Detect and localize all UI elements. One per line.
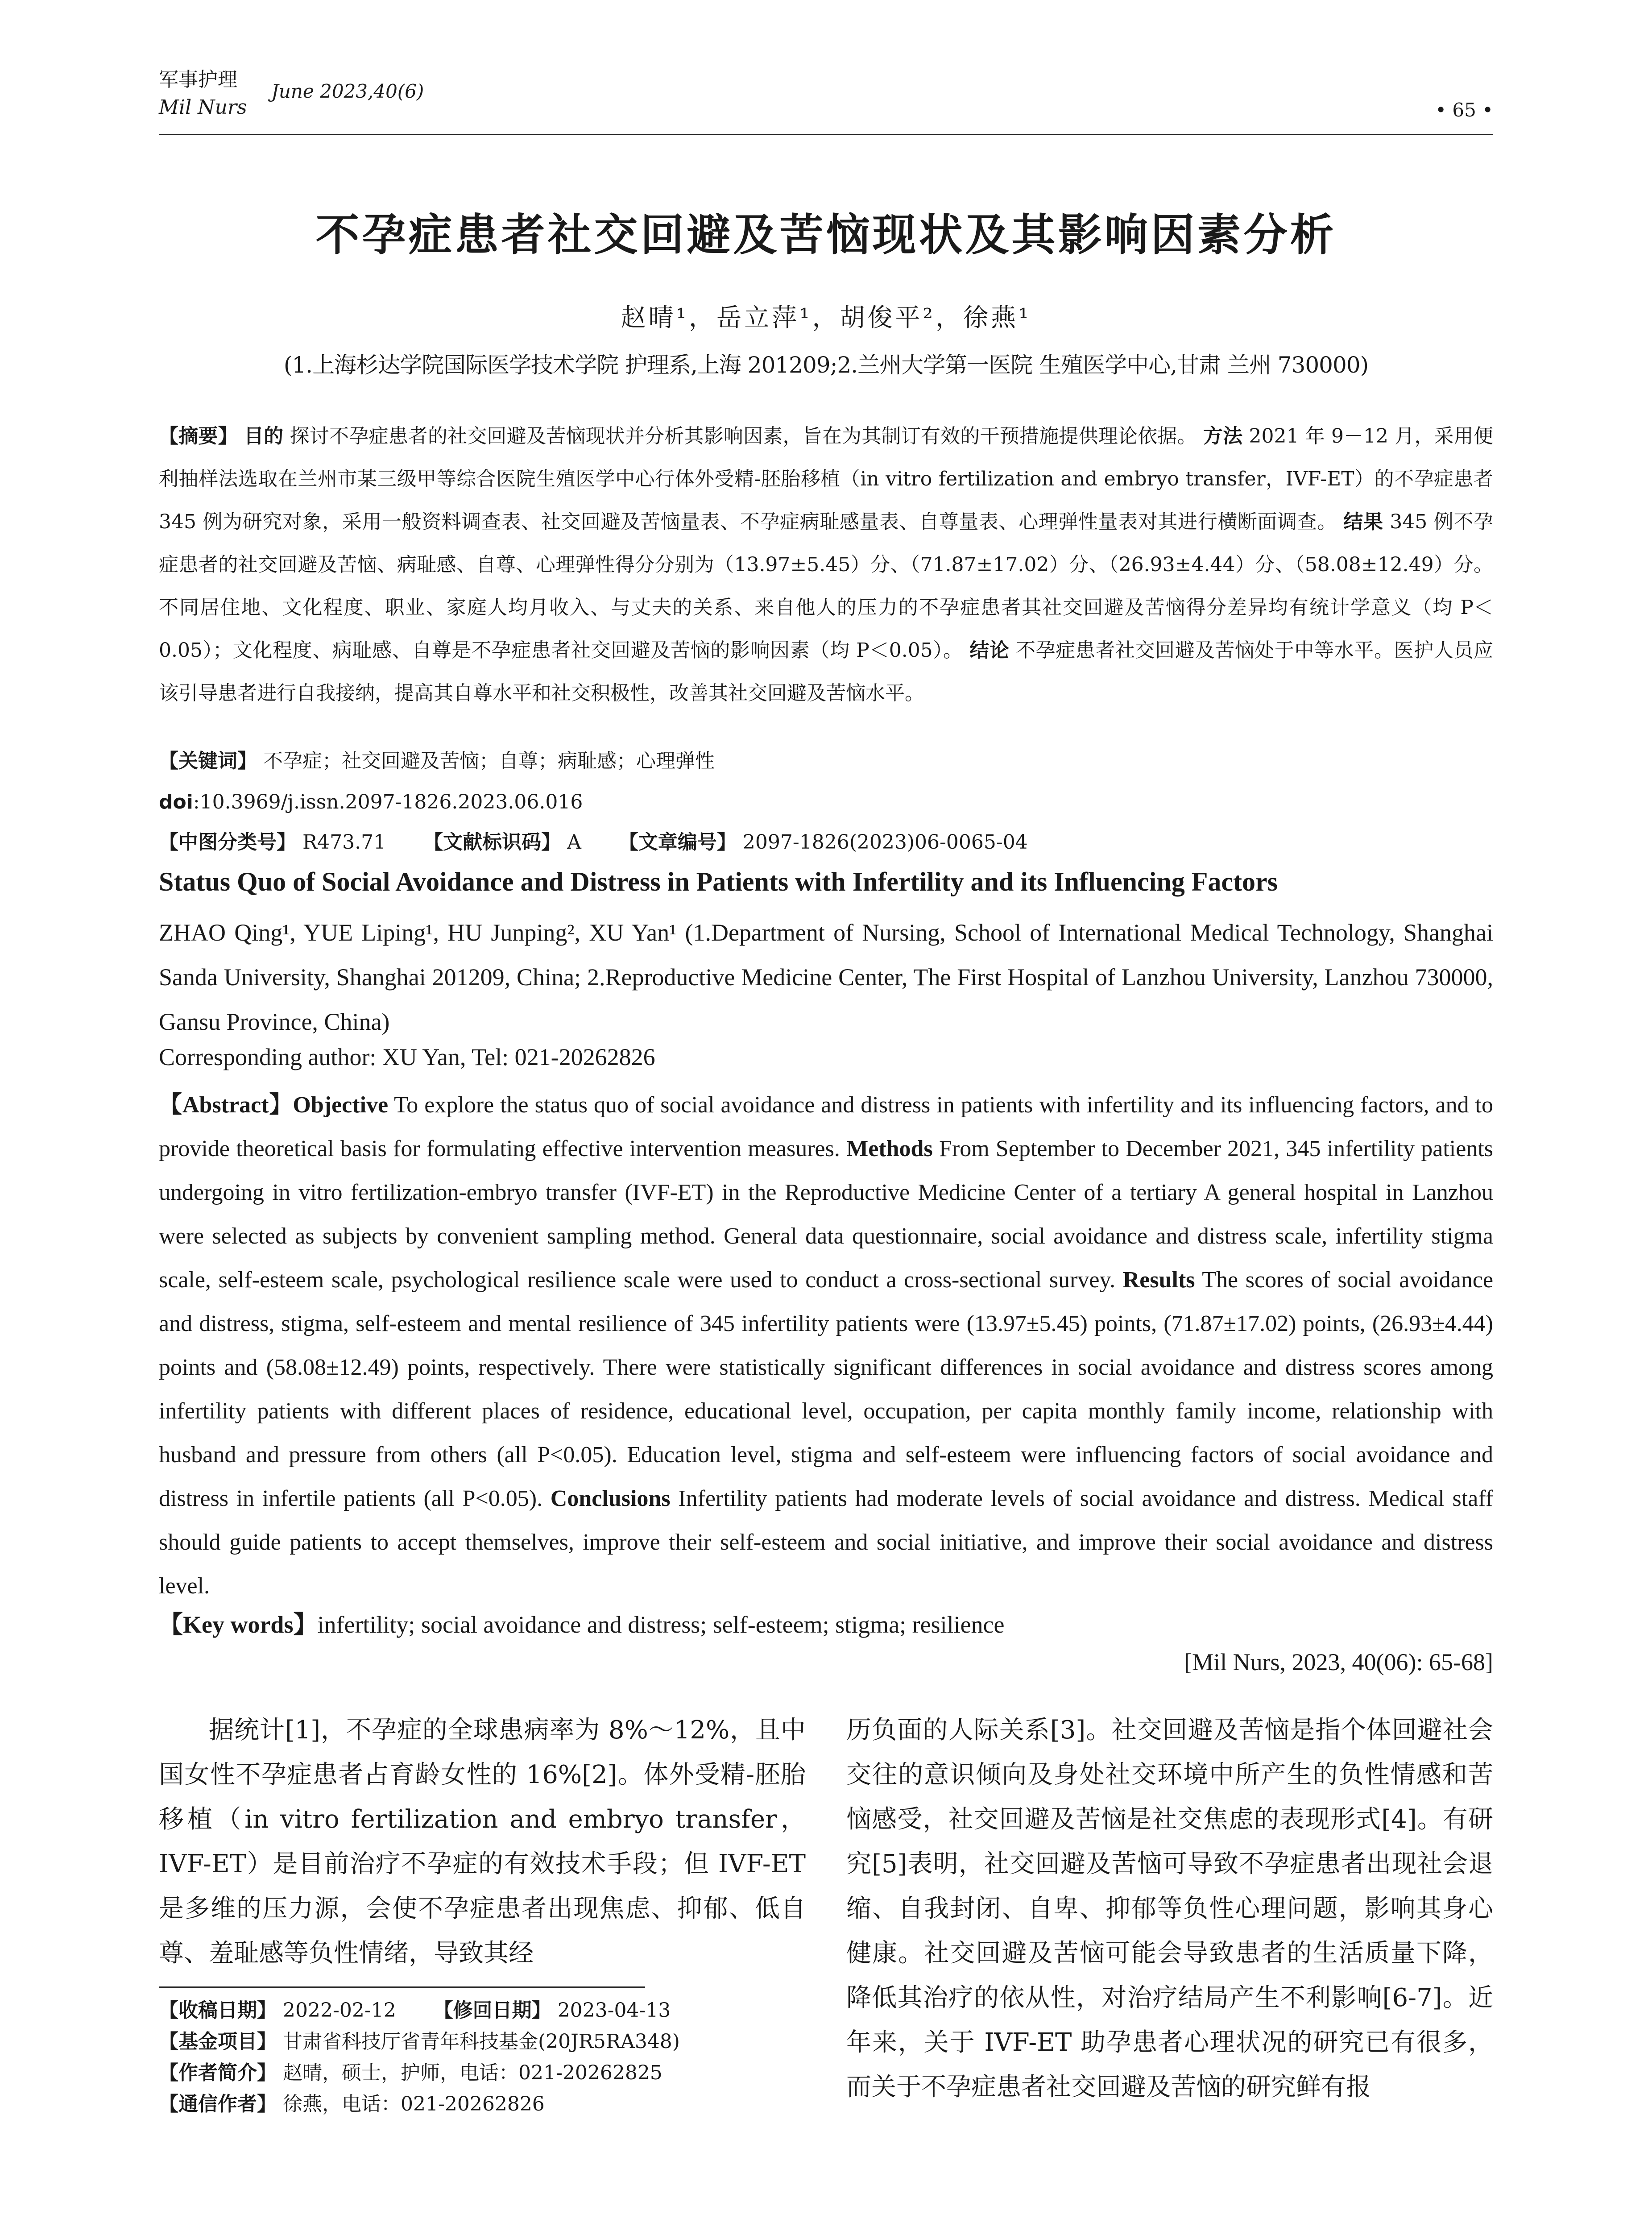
citation: [Mil Nurs, 2023, 40(06): 65-68] [1184, 1649, 1493, 1675]
corresponding-author: Corresponding author: XU Yan, Tel: 021-20262826 [159, 1044, 655, 1070]
body-column-left [159, 1708, 806, 1976]
article-title-en: Status Quo of Social Avoidance and Distress in Patients with Infertility and its Influencing Factors [159, 867, 1278, 896]
abstract-cn: 【摘要】 目的 探讨不孕症患者的社交回避及苦恼现状并分析其影响因素，旨在为其制订有效的干预措施提供理论依据。 方法 2021 年 9－12 月，采用便利抽样法选取在兰州市某三级甲等综合医院生殖医学中心行体外受精-胚胎移植（in vitro fertilization and embryo transfer，IVF-ET）的不孕症患者 345 例为研究对象，采用一般资料调查表、社交回避及苦恼量表、不孕症病耻感量表、自尊量表、心理弹性量表对其进行横断面调查。 结果 345 例不孕症患者的社交回避及苦恼、病耻感、自尊、心理弹性得分分别为（13.97±5.45）分、（71.87±17.02）分、（26.93±4.44）分、（58.08±12.49）分。不同居住地、文化程度、职业、家庭人均月收入、与丈夫的关系、来自他人的压力的不孕症患者其社交回避及苦恼得分差异均有统计学意义（均 P＜0.05）；文化程度、病耻感、自尊是不孕症患者社交回避及苦恼的影响因素（均 P＜0.05）。 结论 不孕症患者社交回避及苦恼处于中等水平。医护人员应该引导患者进行自我接纳，提高其自尊水平和社交积极性，改善其社交回避及苦恼水平。 [159, 425, 1493, 705]
issue-info: June 2023,40(6) [271, 80, 424, 102]
keywords-en: 【Key words】infertility; social avoidance and distress; self-esteem; stigma; resilience [159, 1611, 1005, 1638]
body-column-right [846, 1708, 1493, 2110]
body-paragraph: 历负面的人际关系[3]。社交回避及苦恼是指个体回避社会交往的意识倾向及身处社交环境中所产生的负性情感和苦恼感受，社交回避及苦恼是社交焦虑的表现形式[4]。有研究[5]表明，社交回避及苦恼可导致不孕症患者出现社会退缩、自我封闭、自卑、抑郁等负性心理问题，影响其身心健康。社交回避及苦恼可能会导致患者的生活质量下降，降低其治疗的依从性，对治疗结局产生不利影响[6-7]。近年来，关于 IVF-ET 助孕患者心理状况的研究已有很多，而关于不孕症患者社交回避及苦恼的研究鲜有报 [846, 1716, 1493, 2102]
footnote-author: 【作者简介】 赵晴，硕士，护师，电话：021-20262825 [159, 2061, 662, 2084]
authors-en: ZHAO Qing¹, YUE Liping¹, HU Junping², XU Yan¹ (1.Department of Nursing, School of International Medical Technology, Shanghai Sanda University, Shanghai 201209, China; 2.Reproductive Medicine Center, The First Hospital of Lanzhou University, Lanzhou 730000, Gansu Province, China) [159, 919, 1493, 1035]
body-paragraph: 据统计[1]，不孕症的全球患病率为 8%～12%，且中国女性不孕症患者占育龄女性的 16%[2]。体外受精-胚胎移植（in vitro fertilization and embryo transfer，IVF-ET）是目前治疗不孕症的有效技术手段；但 IVF-ET 是多维的压力源，会使不孕症患者出现焦虑、抑郁、低自尊、羞耻感等负性情绪，导致其经 [159, 1716, 806, 1968]
header-rule [159, 134, 1493, 135]
footnote-dates: 【收稿日期】 2022-02-12 【修回日期】 2023-04-13 [159, 1999, 671, 2022]
classification-line: 【中图分类号】 R473.71 【文献标识码】 A 【文章编号】 2097-1826(2023)06-0065-04 [159, 831, 1028, 854]
abstract-en: 【Abstract】Objective To explore the status quo of social avoidance and distress in patients with infertility and its influencing factors, and to provide theoretical basis for formulating effective intervention measures. Methods From September to December 2021, 345 infertility patients undergoing in vitro fertilization-embryo transfer (IVF-ET) in the Reproductive Medicine Center of a tertiary A general hospital in Lanzhou were selected as subjects by convenient sampling method. General data questionnaire, social avoidance and distress scale, infertility stigma scale, self-esteem scale, psychological resilience scale were used to conduct a cross-sectional survey. Results The scores of social avoidance and distress, stigma, self-esteem and mental resilience of 345 infertility patients were (13.97±5.45) points, (71.87±17.02) points, (26.93±4.44) points and (58.08±12.49) points, respectively. There were statistically significant differences in social avoidance and distress scores among infertility patients with different places of residence, educational level, occupation, per capita monthly family income, relationship with husband and pressure from others (all P<0.05). Education level, stigma and self-esteem were influencing factors of social avoidance and distress in infertile patients (all P<0.05). Conclusions Infertility patients had moderate levels of social avoidance and distress. Medical staff should guide patients to accept themselves, improve their self-esteem and social initiative, and improve their social avoidance and distress level. [159, 1092, 1494, 1599]
article-title-cn: 不孕症患者社交回避及苦恼现状及其影响因素分析 [315, 210, 1337, 261]
page-number: • 65 • [1435, 99, 1493, 121]
journal-name: 军事护理 Mil Nurs [159, 68, 247, 119]
footnote-corresponding: 【通信作者】 徐燕，电话：021-20262826 [159, 2093, 545, 2115]
footnote-fund: 【基金项目】 甘肃省科技厅省青年科技基金(20JR5RA348) [159, 2030, 680, 2053]
keywords-cn: 【关键词】 不孕症；社交回避及苦恼；自尊；病耻感；心理弹性 [159, 750, 715, 772]
authors-cn: 赵晴¹，岳立萍¹，胡俊平²，徐燕¹ [621, 303, 1031, 332]
footnote-rule [159, 1986, 645, 1988]
doi: doi:10.3969/j.issn.2097-1826.2023.06.016 [159, 791, 583, 813]
affiliations-cn: (1.上海杉达学院国际医学技术学院 护理系,上海 201209;2.兰州大学第一医院 生殖医学中心,甘肃 兰州 730000) [283, 352, 1369, 378]
